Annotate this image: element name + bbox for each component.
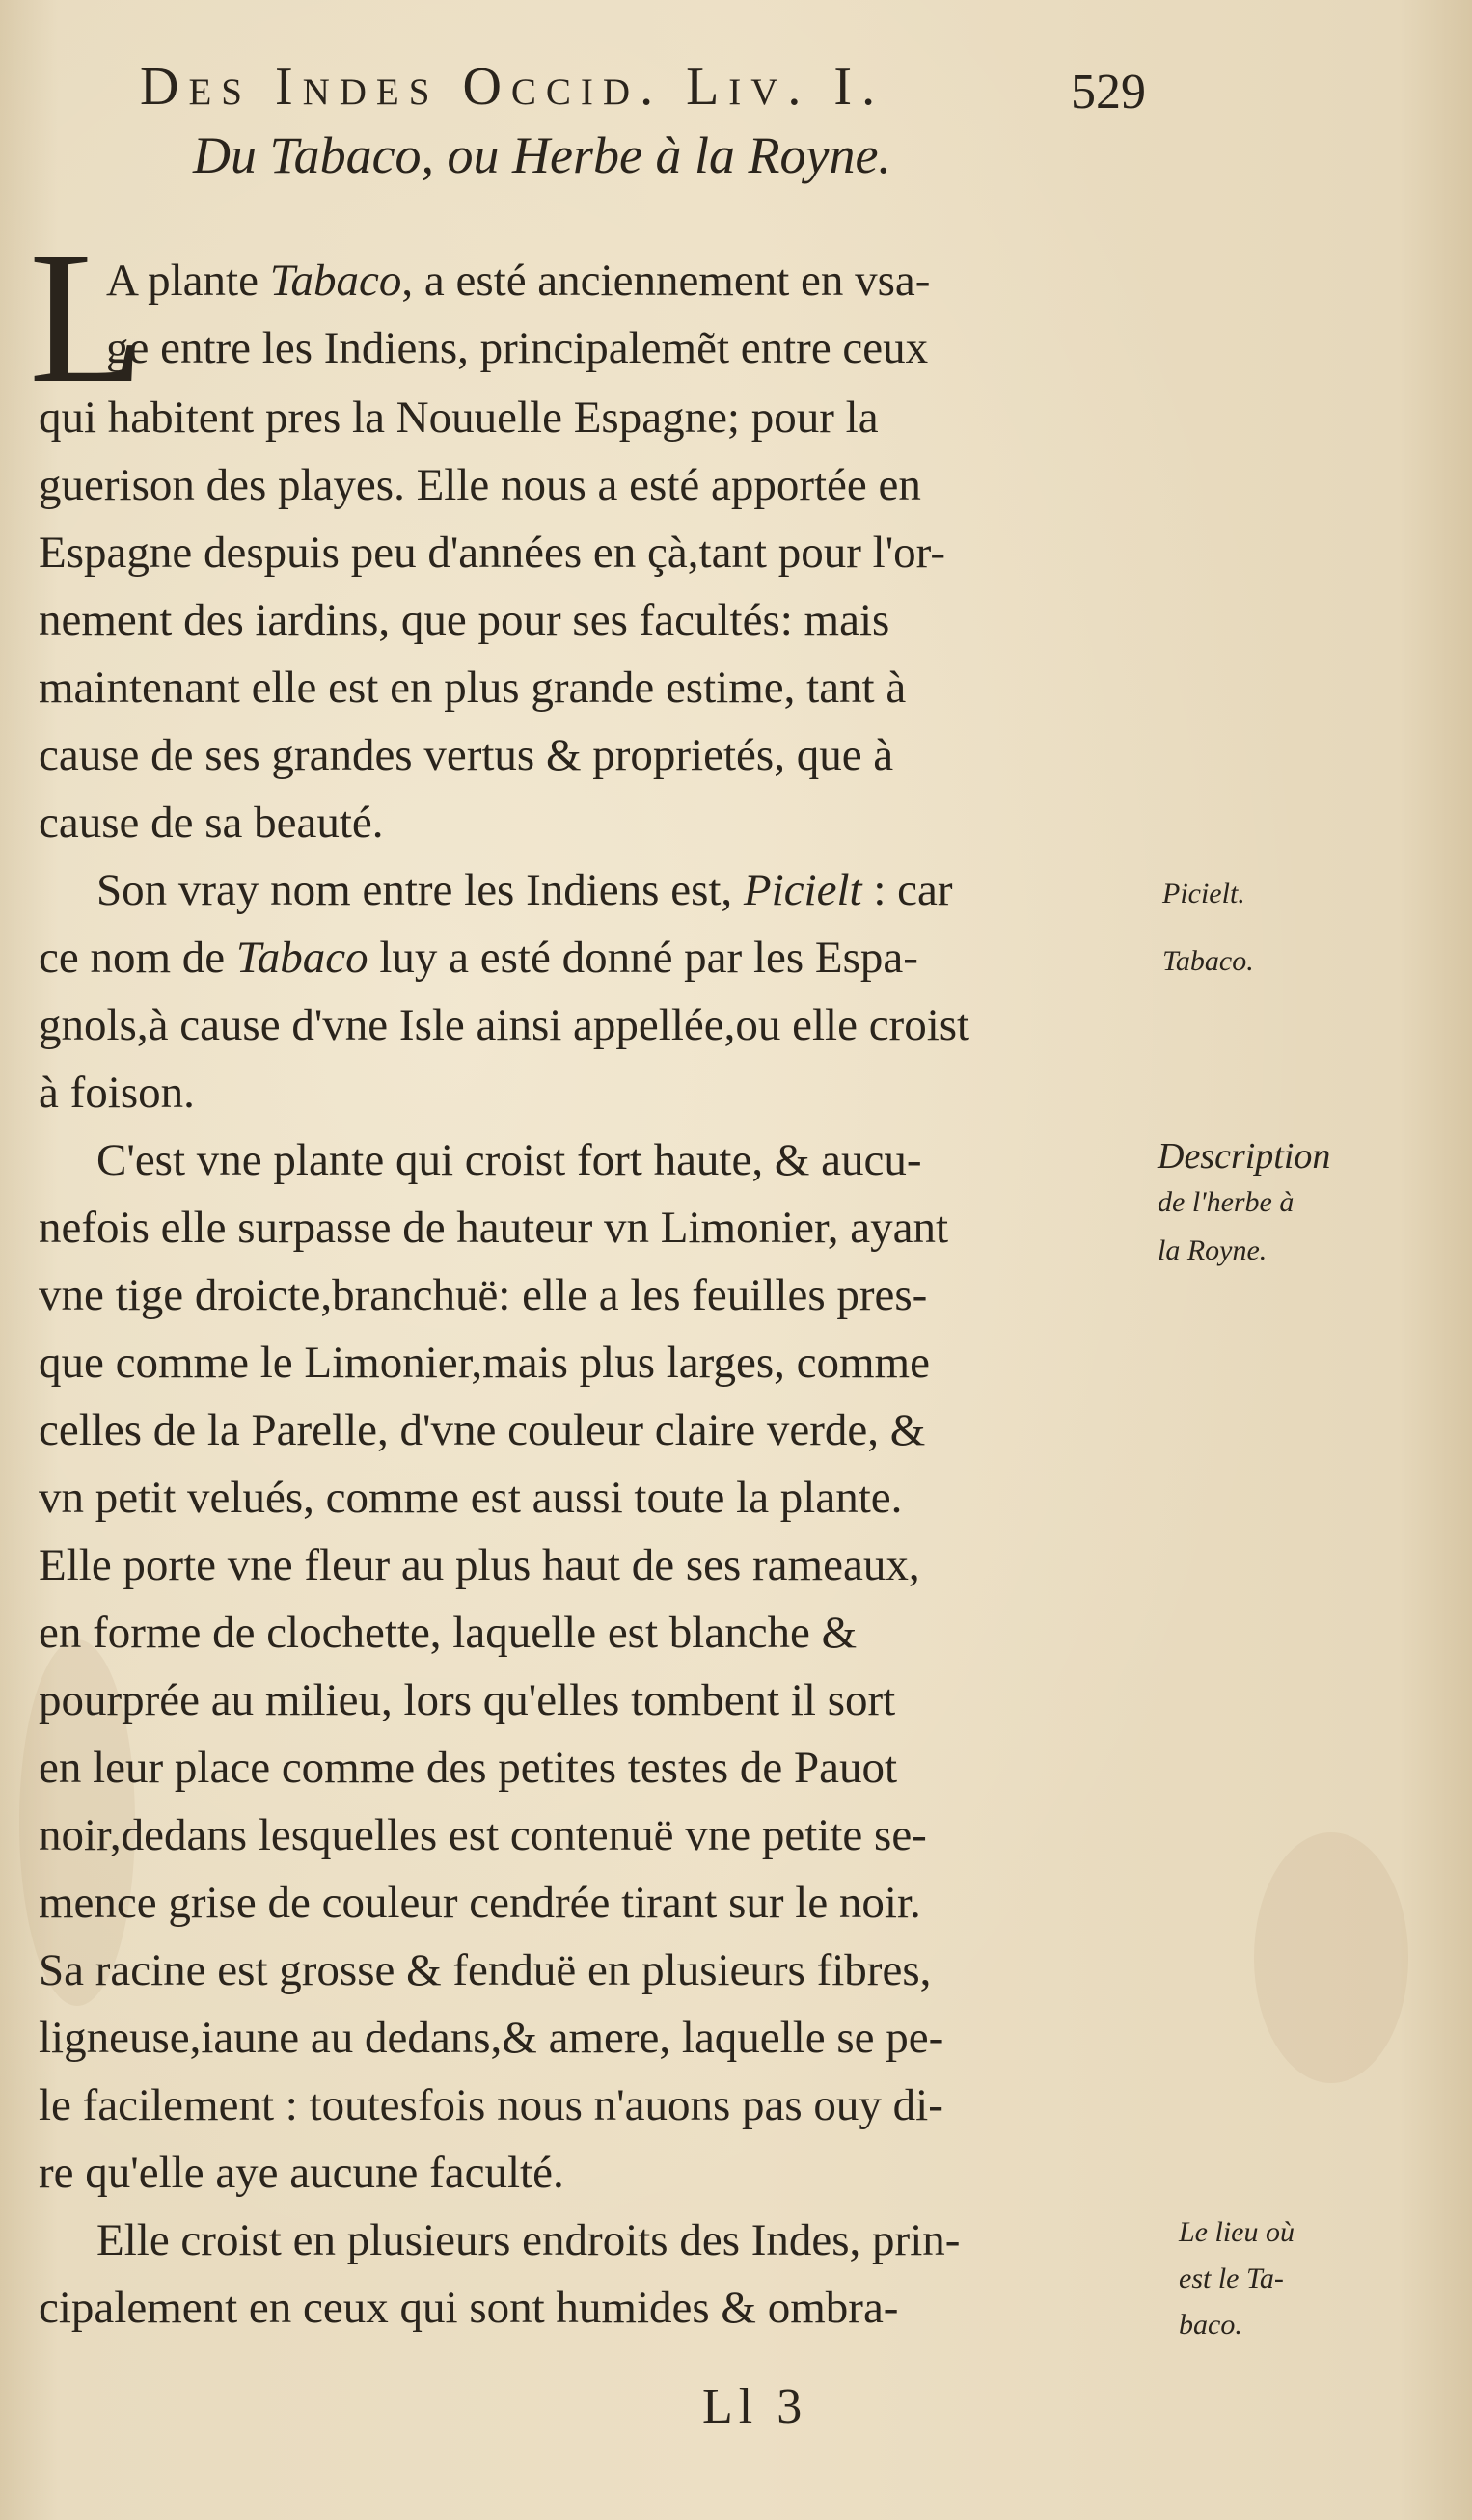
- text-line: ge entre les Indiens, principalemẽt entre ceux: [106, 323, 929, 373]
- drop-capital: L: [29, 213, 145, 422]
- signature-mark: Ll 3: [702, 2379, 808, 2434]
- text-line: ce nom de Tabaco luy a esté donné par les Espa-: [39, 933, 918, 983]
- margin-note-description: de l'herbe à: [1158, 1186, 1295, 1218]
- page-stain: [1254, 1832, 1408, 2083]
- text-line: A plante Tabaco, a esté anciennement en vsa-: [106, 256, 931, 306]
- text-line: Elle porte vne fleur au plus haut de ses rameaux,: [39, 1540, 920, 1590]
- text-line: nement des iardins, que pour ses facultés: mais: [39, 595, 890, 645]
- text-line: pourprée au milieu, lors qu'elles tombent il sort: [39, 1675, 896, 1725]
- section-title: Du Tabaco, ou Herbe à la Royne.: [193, 126, 891, 184]
- text-line: Son vray nom entre les Indiens est, Picielt : car: [96, 865, 953, 915]
- text-line: que comme le Limonier,mais plus larges, comme: [39, 1338, 930, 1388]
- margin-note-lieu: est le Ta-: [1179, 2263, 1284, 2294]
- text-line: ligneuse,iaune au dedans,& amere, laquelle se pe-: [39, 2013, 944, 2063]
- text-line: nefois elle surpasse de hauteur vn Limonier, ayant: [39, 1203, 949, 1253]
- text-line: à foison.: [39, 1068, 195, 1118]
- text-line: celles de la Parelle, d'vne couleur claire verde, &: [39, 1405, 926, 1455]
- text-line: mence grise de couleur cendrée tirant sur le noir.: [39, 1878, 921, 1928]
- text-line: en leur place comme des petites testes de Pauot: [39, 1743, 898, 1793]
- text-line: guerison des playes. Elle nous a esté apportée en: [39, 460, 921, 510]
- text-line: C'est vne plante qui croist fort haute, & aucu-: [96, 1135, 922, 1185]
- running-title: Des Indes Occid. Liv. I.: [140, 57, 886, 117]
- text-line: en forme de clochette, laquelle est blanche &: [39, 1608, 858, 1658]
- text-line: Elle croist en plusieurs endroits des Indes, prin-: [96, 2215, 961, 2265]
- text-line: re qu'elle aye aucune faculté.: [39, 2148, 564, 2198]
- page-number: 529: [1071, 65, 1146, 120]
- running-head: [140, 48, 1182, 125]
- margin-note-lieu: baco.: [1179, 2309, 1242, 2341]
- text-line: qui habitent pres la Nouuelle Espagne; pour la: [39, 393, 879, 443]
- margin-note-description: la Royne.: [1158, 1234, 1268, 1266]
- text-line: noir,dedans lesquelles est contenuë vne petite se-: [39, 1810, 927, 1860]
- margin-note-picielt: Picielt.: [1162, 878, 1245, 909]
- margin-note-description: Description: [1158, 1136, 1331, 1177]
- text-line: vn petit velués, comme est aussi toute la plante.: [39, 1473, 903, 1523]
- text-line: gnols,à cause d'vne Isle ainsi appellée,ou elle croist: [39, 1000, 970, 1050]
- text-line: Espagne despuis peu d'années en çà,tant pour l'or-: [39, 528, 946, 578]
- text-line: cipalement en ceux qui sont humides & ombra-: [39, 2283, 899, 2333]
- text-line: le facilement : toutesfois nous n'auons pas ouy di-: [39, 2080, 943, 2130]
- text-line: vne tige droicte,branchuë: elle a les feuilles pres-: [39, 1270, 928, 1320]
- text-line: maintenant elle est en plus grande estime, tant à: [39, 663, 907, 713]
- margin-note-tabaco: Tabaco.: [1162, 945, 1254, 977]
- text-line: cause de ses grandes vertus & proprietés, que à: [39, 730, 894, 780]
- margin-note-lieu: Le lieu où: [1179, 2216, 1295, 2248]
- text-line: Sa racine est grosse & fenduë en plusieurs fibres,: [39, 1945, 932, 1995]
- text-line: cause de sa beauté.: [39, 798, 384, 848]
